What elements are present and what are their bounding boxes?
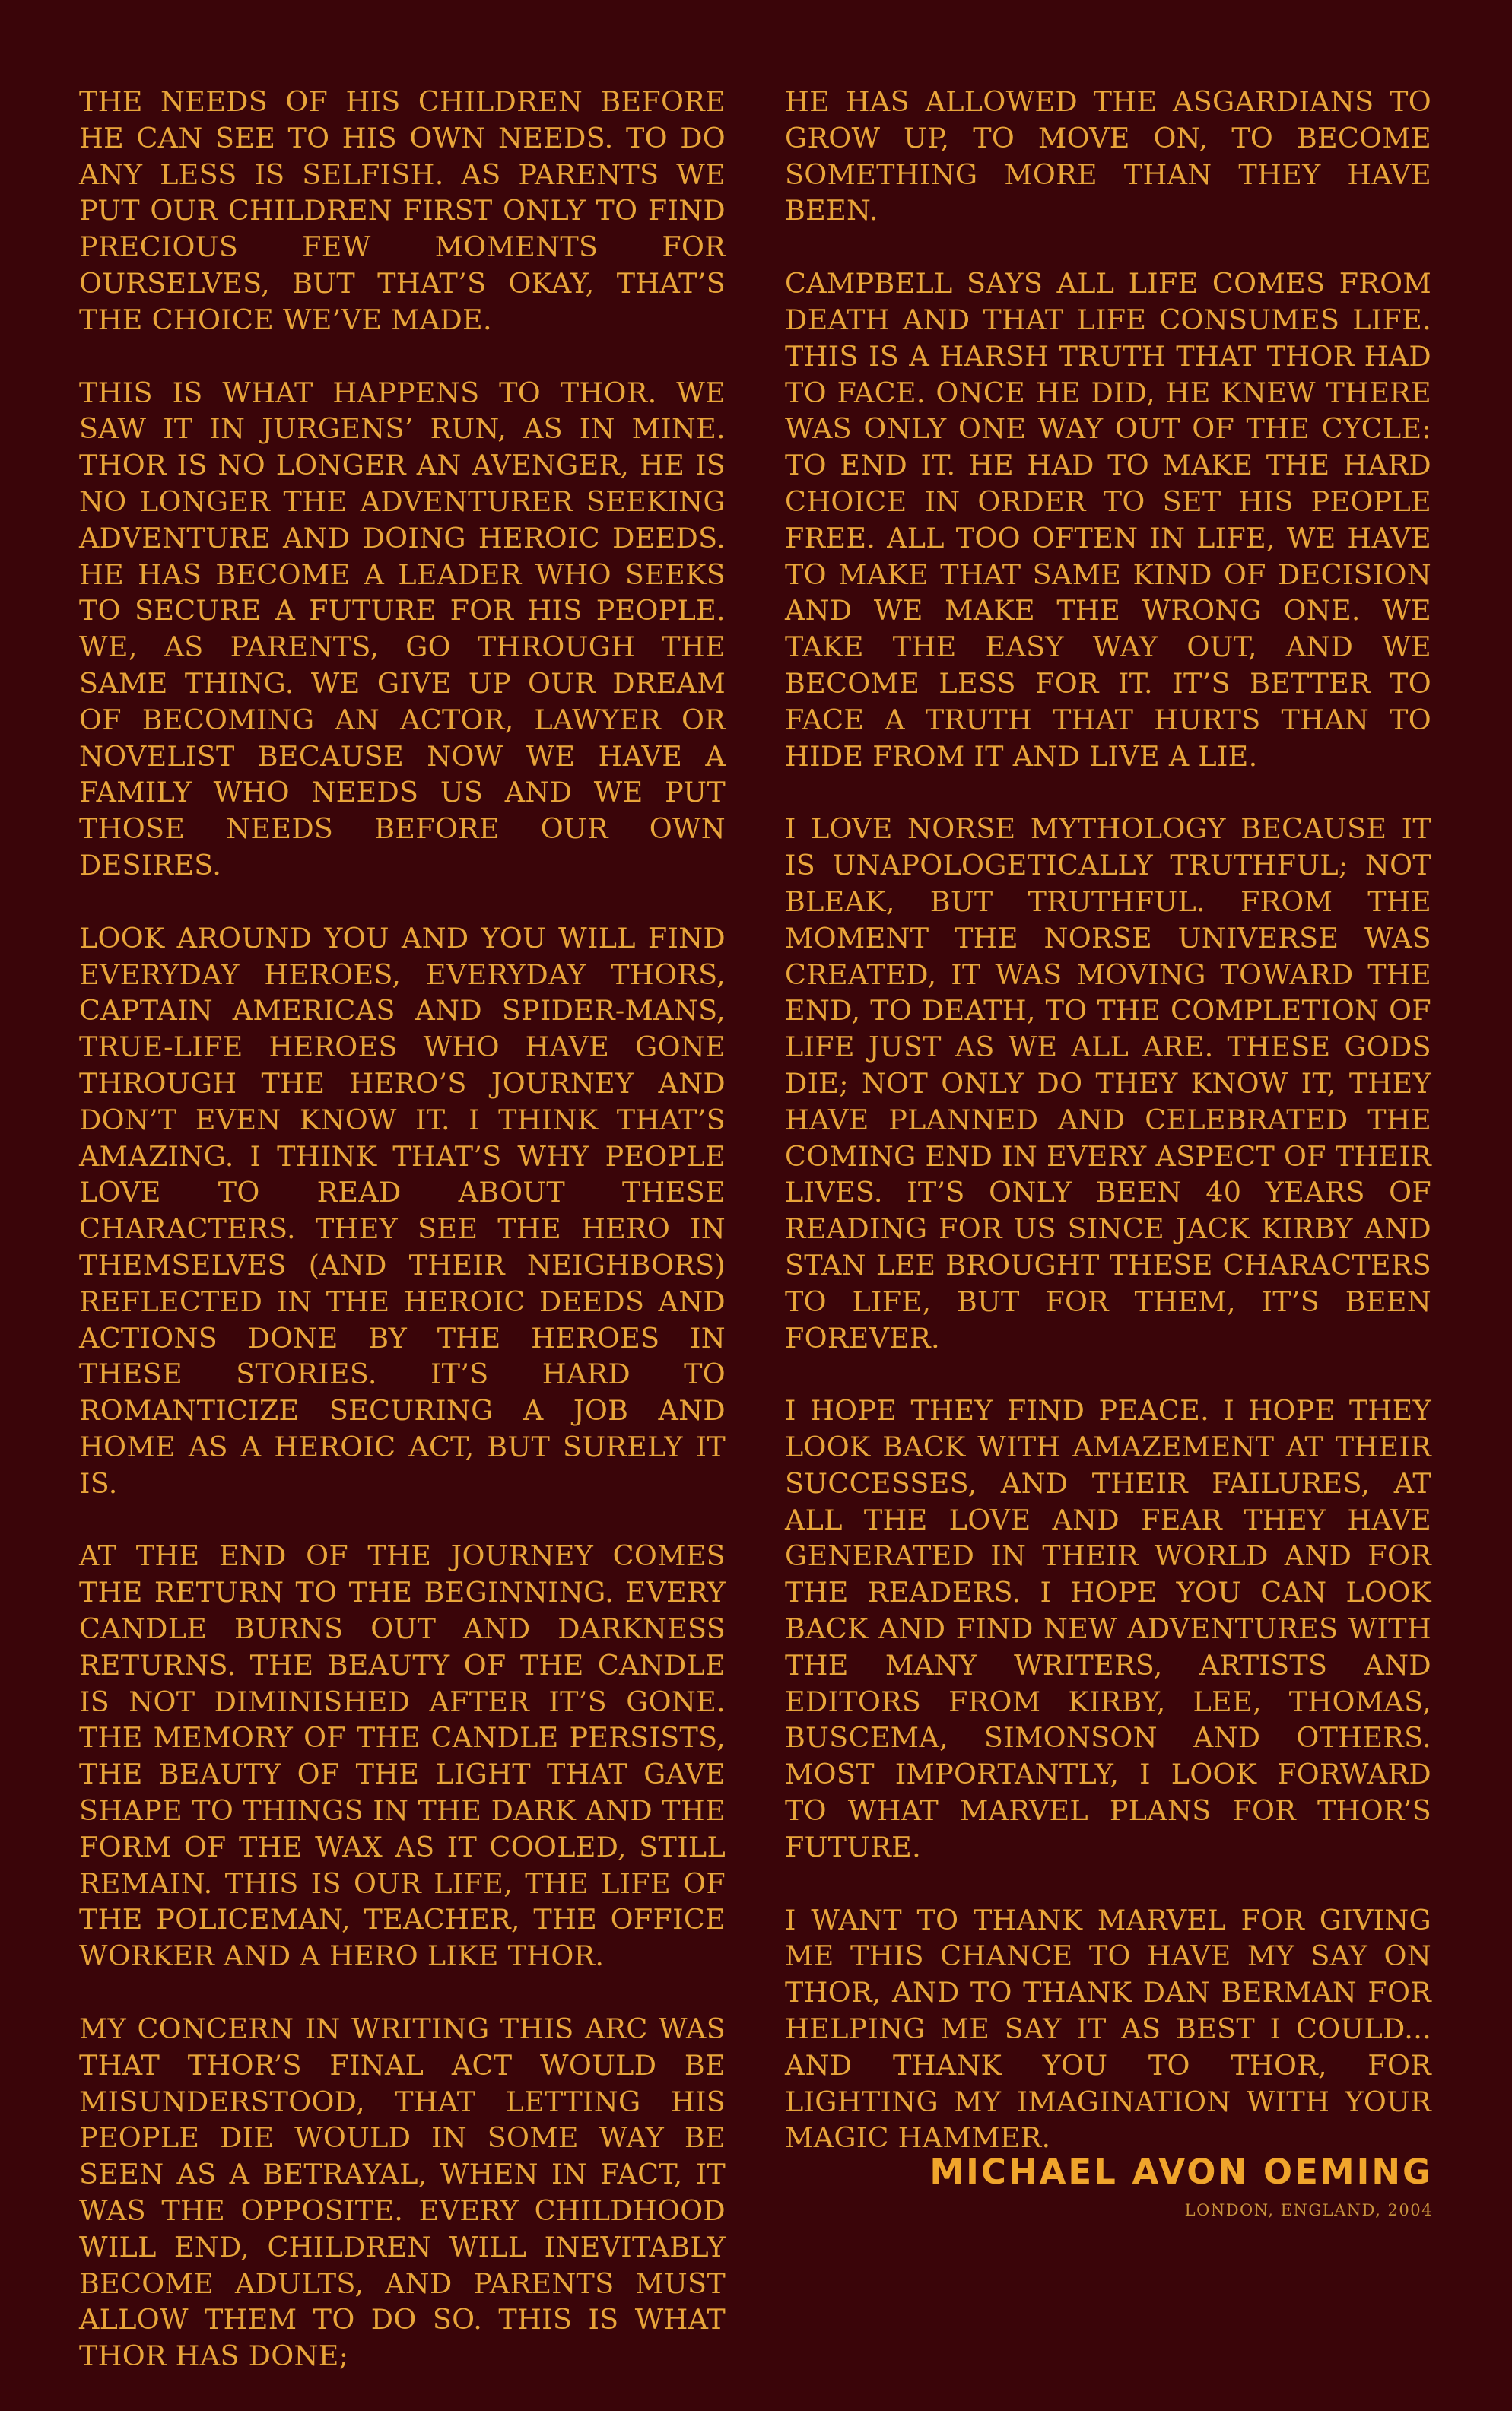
author-name: MICHAEL AVON OEMING xyxy=(929,2152,1433,2192)
signature-block xyxy=(929,2151,1433,2219)
right-text-column xyxy=(785,84,1431,2193)
paragraph: I WANT TO THANK MARVEL FOR GIVING ME THIS CHANCE TO HAVE MY SAY ON THOR, AND TO THANK DAN BERMAN FOR HELPING ME SAY IT AS BEST I COULD... AND THANK YOU TO THOR, FOR LIGHTING MY IMAGINATION WITH YOUR MAGIC HAMMER. xyxy=(785,1903,1431,2155)
paragraph: MY CONCERN IN WRITING THIS ARC WAS THAT THOR’S FINAL ACT WOULD BE MISUNDERSTOOD, THAT LETTING HIS PEOPLE DIE WOULD IN SOME WAY BE SEEN AS A BETRAYAL, WHEN IN FACT, IT WAS THE OPPOSITE. EVERY CHILDHOOD WILL END, CHILDREN WILL INEVITABLY BECOME ADULTS, AND PARENTS MUST ALLOW THEM TO DO SO. THIS IS WHAT THOR HAS DONE; xyxy=(79,2012,726,2373)
paragraph: THE NEEDS OF HIS CHILDREN BEFORE HE CAN SEE TO HIS OWN NEEDS. TO DO ANY LESS IS SELFISH. AS PARENTS WE PUT OUR CHILDREN FIRST ONLY TO FIND PRECIOUS FEW MOMENTS FOR OURSELVES, BUT THAT’S OKAY, THAT’S THE CHOICE WE’VE MADE. xyxy=(79,85,726,336)
paragraph: I HOPE THEY FIND PEACE. I HOPE THEY LOOK BACK WITH AMAZEMENT AT THEIR SUCCESSES, AND THEIR FAILURES, AT ALL THE LOVE AND FEAR THEY HAVE GENERATED IN THEIR WORLD AND FOR THE READERS. I HOPE YOU CAN LOOK BACK AND FIND NEW ADVENTURES WITH THE MANY WRITERS, ARTISTS AND EDITORS FROM KIRBY, LEE, THOMAS, BUSCEMA, SIMONSON AND OTHERS. MOST IMPORTANTLY, I LOOK FORWARD TO WHAT MARVEL PLANS FOR THOR’S FUTURE. xyxy=(785,1394,1431,1863)
paragraph: CAMPBELL SAYS ALL LIFE COMES FROM DEATH AND THAT LIFE CONSUMES LIFE. THIS IS A HARSH TRUTH THAT THOR HAD TO FACE. ONCE HE DID, HE KNEW THERE WAS ONLY ONE WAY OUT OF THE CYCLE: TO END IT. HE HAD TO MAKE THE HARD CHOICE IN ORDER TO SET HIS PEOPLE FREE. ALL TOO OFTEN IN LIFE, WE HAVE TO MAKE THAT SAME KIND OF DECISION AND WE MAKE THE WRONG ONE. WE TAKE THE EASY WAY OUT, AND WE BECOME LESS FOR IT. IT’S BETTER TO FACE A TRUTH THAT HURTS THAN TO HIDE FROM IT AND LIVE A LIE. xyxy=(785,267,1431,773)
author-location-date: LONDON, ENGLAND, 2004 xyxy=(1184,2201,1433,2219)
paragraph: HE HAS ALLOWED THE ASGARDIANS TO GROW UP, TO MOVE ON, TO BECOME SOMETHING MORE THAN THEY HAVE BEEN. xyxy=(785,85,1431,227)
paragraph: AT THE END OF THE JOURNEY COMES THE RETURN TO THE BEGINNING. EVERY CANDLE BURNS OUT AND DARKNESS RETURNS. THE BEAUTY OF THE CANDLE IS NOT DIMINISHED AFTER IT’S GONE. THE MEMORY OF THE CANDLE PERSISTS, THE BEAUTY OF THE LIGHT THAT GAVE SHAPE TO THINGS IN THE DARK AND THE FORM OF THE WAX AS IT COOLED, STILL REMAIN. THIS IS OUR LIFE, THE LIFE OF THE POLICEMAN, TEACHER, THE OFFICE WORKER AND A HERO LIKE THOR. xyxy=(79,1539,726,1973)
paragraph: I LOVE NORSE MYTHOLOGY BECAUSE IT IS UNAPOLOGETICALLY TRUTHFUL; NOT BLEAK, BUT TRUTHFUL. FROM THE MOMENT THE NORSE UNIVERSE WAS CREATED, IT WAS MOVING TOWARD THE END, TO DEATH, TO THE COMPLETION OF LIFE JUST AS WE ALL ARE. THESE GODS DIE; NOT ONLY DO THEY KNOW IT, THEY HAVE PLANNED AND CELEBRATED THE COMING END IN EVERY ASPECT OF THEIR LIVES. IT’S ONLY BEEN 40 YEARS OF READING FOR US SINCE JACK KIRBY AND STAN LEE BROUGHT THESE CHARACTERS TO LIFE, BUT FOR THEM, IT’S BEEN FOREVER. xyxy=(785,812,1431,1355)
left-text-column xyxy=(79,84,726,2411)
paragraph: LOOK AROUND YOU AND YOU WILL FIND EVERYDAY HEROES, EVERYDAY THORS, CAPTAIN AMERICAS AND SPIDER-MANS, TRUE-LIFE HEROES WHO HAVE GONE THROUGH THE HERO’S JOURNEY AND DON’T EVEN KNOW IT. I THINK THAT’S AMAZING. I THINK THAT’S WHY PEOPLE LOVE TO READ ABOUT THESE CHARACTERS. THEY SEE THE HERO IN THEMSELVES (AND THEIR NEIGHBORS) REFLECTED IN THE HEROIC DEEDS AND ACTIONS DONE BY THE HEROES IN THESE STORIES. IT’S HARD TO ROMANTICIZE SECURING A JOB AND HOME AS A HEROIC ACT, BUT SURELY IT IS. xyxy=(79,921,726,1500)
paragraph: THIS IS WHAT HAPPENS TO THOR. WE SAW IT IN JURGENS’ RUN, AS IN MINE. THOR IS NO LONGER AN AVENGER, HE IS NO LONGER THE ADVENTURER SEEKING ADVENTURE AND DOING HEROIC DEEDS. HE HAS BECOME A LEADER WHO SEEKS TO SECURE A FUTURE FOR HIS PEOPLE. WE, AS PARENTS, GO THROUGH THE SAME THING. WE GIVE UP OUR DREAM OF BECOMING AN ACTOR, LAWYER OR NOVELIST BECAUSE NOW WE HAVE A FAMILY WHO NEEDS US AND WE PUT THOSE NEEDS BEFORE OUR OWN DESIRES. xyxy=(79,376,726,881)
